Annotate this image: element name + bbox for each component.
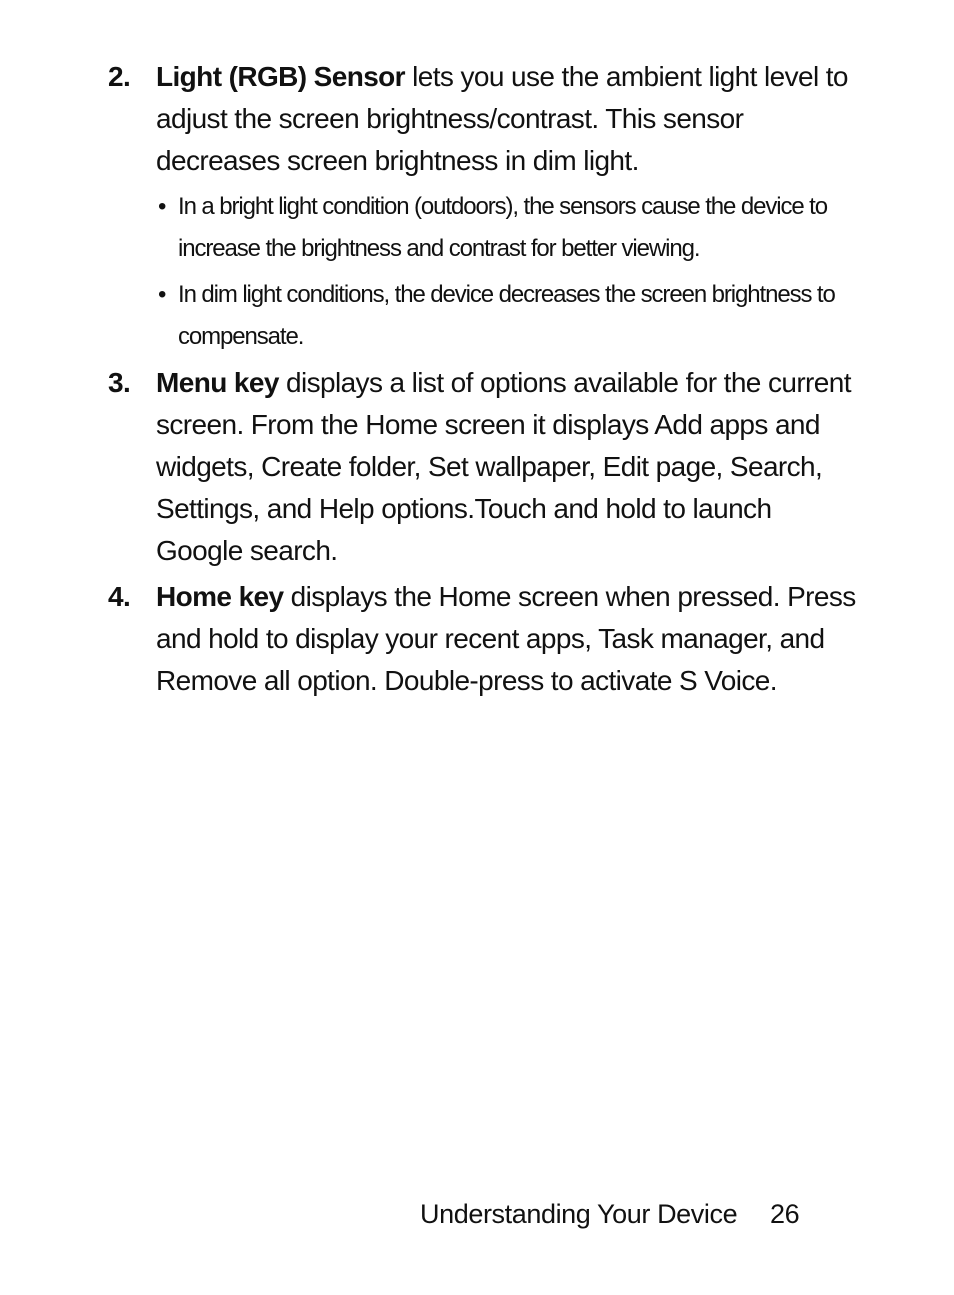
item-description: displays a list of options available for the current screen. From the Home screen it displays Add apps and widgets, Create folder, Set wallpaper, Edit page, Search, Settings, and Help options.Touch and hold to launch Google search. <box>156 367 851 566</box>
item-description: displays the Home screen when pressed. Press and hold to display your recent apps, Task manager, and Remove all option. Double-press to activate S Voice. <box>156 581 856 696</box>
bullet-icon: • <box>158 281 166 308</box>
bullet-item-dim-light <box>0 274 954 358</box>
bullet-icon: • <box>158 193 166 220</box>
bullet-text: In dim light conditions, the device decreases the screen brightness to compensate. <box>178 281 835 350</box>
bullet-text: In a bright light condition (outdoors), the sensors cause the device to increase the brightness and contrast for better viewing. <box>178 193 827 262</box>
list-item-light-sensor <box>0 56 954 182</box>
sub-bullet-list <box>0 186 954 358</box>
item-term: Light (RGB) Sensor <box>156 61 405 92</box>
document-body <box>0 56 954 706</box>
footer-section-title: Understanding Your Device <box>420 1199 738 1229</box>
page-number: 26 <box>770 1199 800 1229</box>
list-item-menu-key <box>0 362 954 572</box>
item-term: Menu key <box>156 367 279 398</box>
item-number: 4. <box>108 581 131 612</box>
bullet-item-bright-light <box>0 186 954 270</box>
item-number: 2. <box>108 61 131 92</box>
item-number: 3. <box>108 367 131 398</box>
list-item-home-key <box>0 576 954 702</box>
item-term: Home key <box>156 581 284 612</box>
item-description: lets you use the ambient light level to adjust the screen brightness/contrast. This sensor decreases screen brightness in dim light. <box>156 61 848 176</box>
